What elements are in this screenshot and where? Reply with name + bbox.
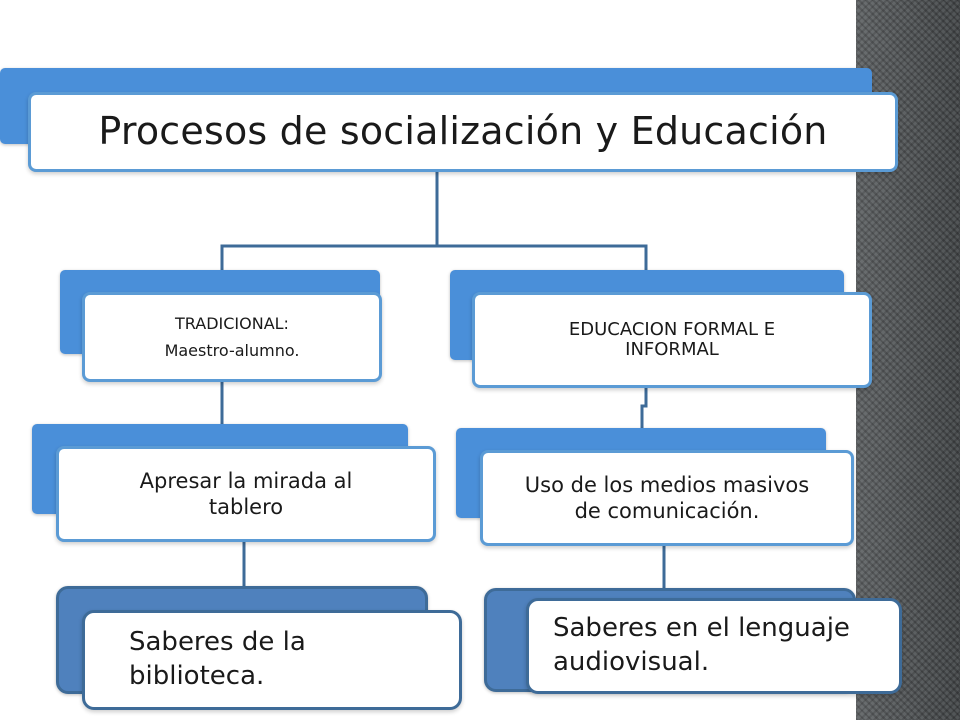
left-level2-label: Apresar la mirada al tablero [139, 468, 353, 519]
right-level1-label: EDUCACION FORMAL E INFORMAL [568, 319, 776, 360]
connector-right-l1-l2 [642, 388, 646, 428]
left-level1-node [82, 292, 382, 382]
right-level3-label: Saberes en el lenguaje audiovisual. [553, 613, 850, 677]
left-level3-node [82, 610, 462, 710]
right-level2-node [480, 450, 854, 546]
left-level3-label: Saberes de la biblioteca. [129, 627, 306, 691]
left-level1-label: TRADICIONAL: Maestro-alumno. [164, 313, 300, 360]
root-node-label: Procesos de socialización y Educación [98, 109, 828, 154]
right-level3-node [526, 598, 902, 694]
root-node [28, 92, 898, 172]
right-level2-label: Uso de los medios masivos de comunicación. [524, 472, 810, 523]
right-level1-node [472, 292, 872, 388]
left-level2-node [56, 446, 436, 542]
